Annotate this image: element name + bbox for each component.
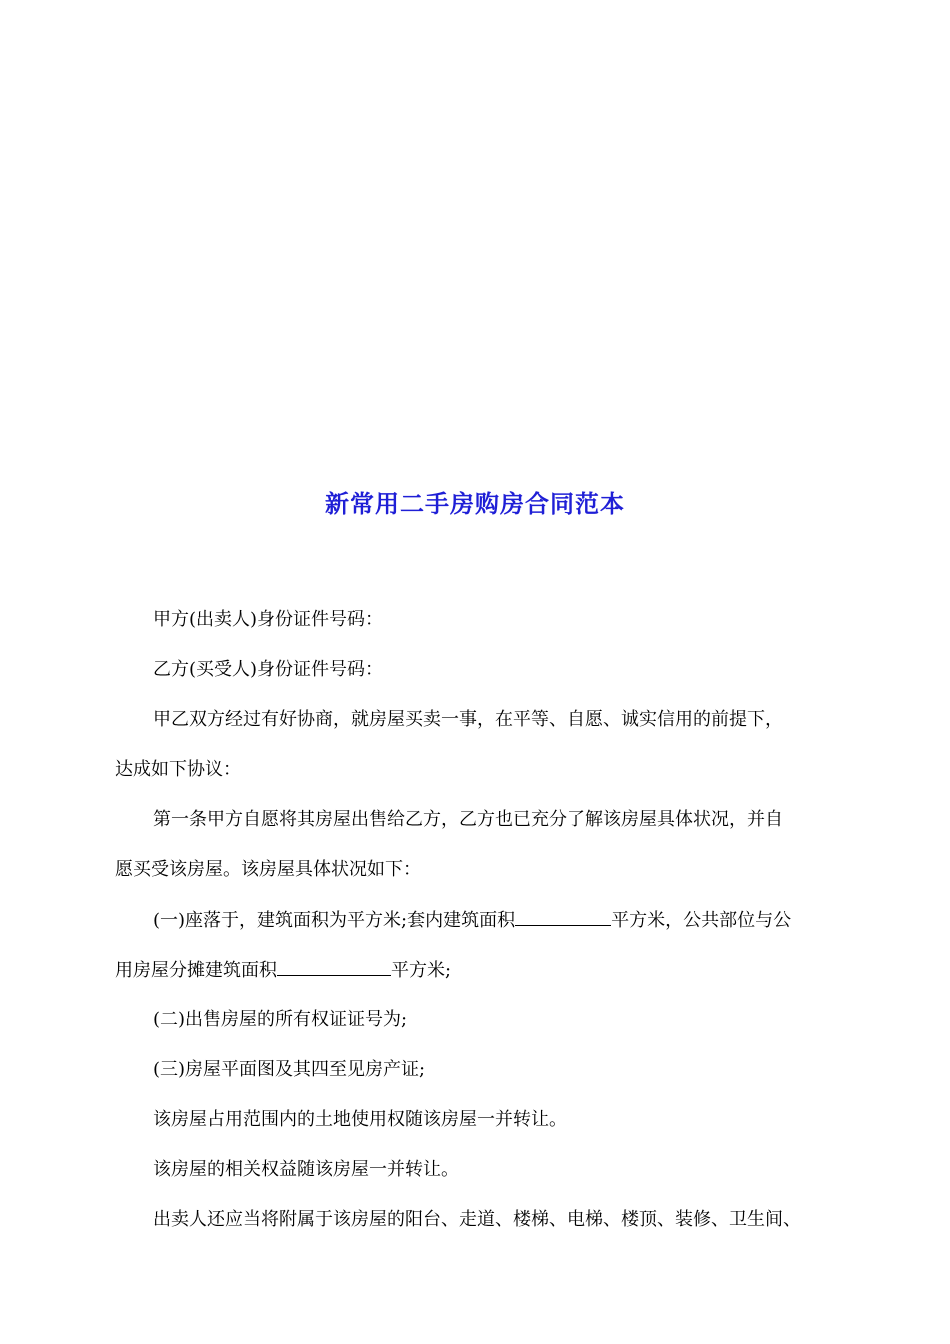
article-one-line-1: 第一条甲方自愿将其房屋出售给乙方，乙方也已充分了解该房屋具体状况，并自 (153, 809, 783, 830)
item-one-text-a: (一)座落于，建筑面积为平方米;套内建筑面积 (153, 910, 516, 931)
item-one-text-d: 平方米; (391, 960, 452, 981)
shared-area-blank (277, 957, 391, 976)
inner-area-blank (515, 907, 611, 926)
party-b-id-line: 乙方(买受人)身份证件号码： (153, 659, 384, 680)
related-rights-line: 该房屋的相关权益随该房屋一并转让。 (153, 1159, 459, 1180)
item-one-text-b: 平方米，公共部位与公 (611, 910, 792, 931)
article-one-line-2: 愿买受该房屋。该房屋具体状况如下： (115, 859, 421, 880)
preamble-line-2: 达成如下协议： (115, 759, 241, 780)
land-use-right-line: 该房屋占用范围内的土地使用权随该房屋一并转让。 (153, 1109, 567, 1130)
item-two-line: (二)出售房屋的所有权证证号为; (153, 1009, 408, 1030)
preamble-line-1: 甲乙双方经过有好协商，就房屋买卖一事，在平等、自愿、诚实信用的前提下， (153, 709, 783, 730)
item-one-line-1 (153, 907, 791, 934)
party-a-id-line: 甲方(出卖人)身份证件号码： (153, 609, 384, 630)
item-one-text-c: 用房屋分摊建筑面积 (115, 960, 277, 981)
appurtenances-line: 出卖人还应当将附属于该房屋的阳台、走道、楼梯、电梯、楼顶、装修、卫生间、 (153, 1209, 801, 1230)
item-three-line: (三)房屋平面图及其四至见房产证; (153, 1059, 426, 1080)
document-title: 新常用二手房购房合同范本 (325, 489, 625, 518)
item-one-line-2 (115, 957, 451, 984)
